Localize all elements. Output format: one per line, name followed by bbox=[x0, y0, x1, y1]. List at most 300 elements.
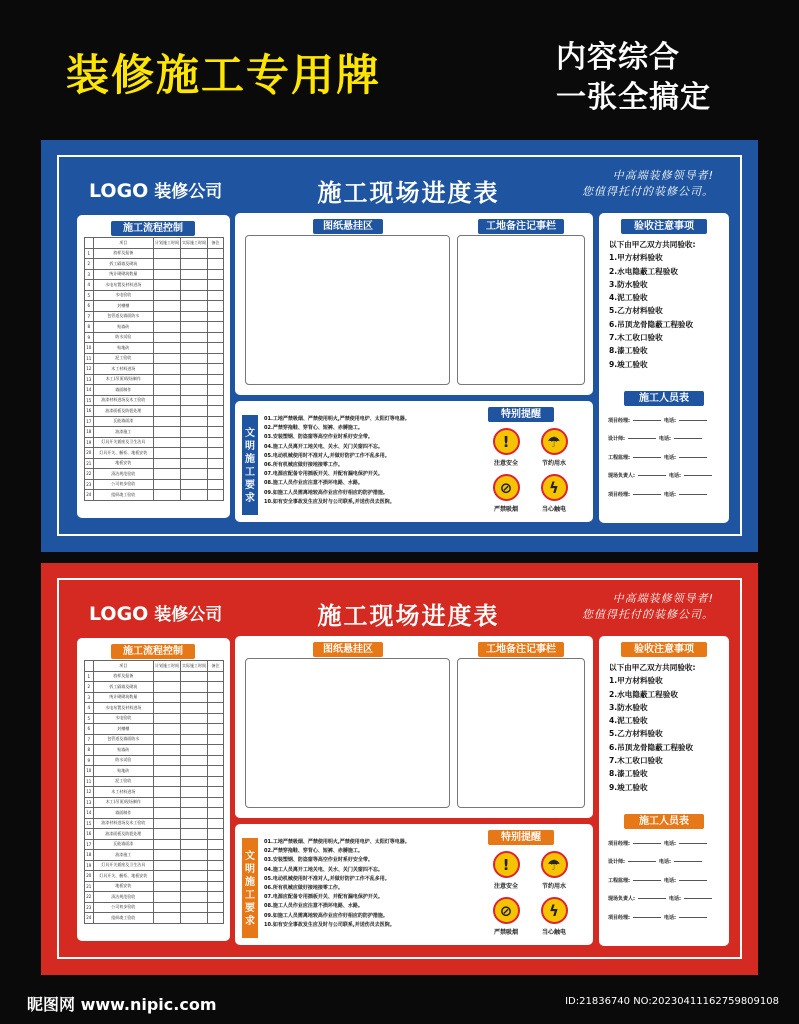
flow-cell bbox=[154, 850, 181, 861]
blank-line bbox=[633, 843, 661, 844]
acceptance-item: 6.吊顶龙骨隐蔽工程验收 bbox=[609, 742, 694, 752]
phone-label: 电话: bbox=[664, 491, 676, 498]
table-row bbox=[85, 406, 224, 417]
table-row bbox=[85, 280, 224, 291]
flow-cell bbox=[208, 469, 224, 480]
rule-item: 05.电动机械使用时不准对人,并做好防护工作不乱多用。 bbox=[264, 875, 390, 882]
table-row bbox=[85, 322, 224, 333]
table-row bbox=[85, 818, 224, 829]
table-row bbox=[85, 797, 224, 808]
flow-step: 放样及报备 bbox=[93, 248, 153, 259]
phone-label: 电话: bbox=[669, 473, 682, 480]
notes-area-title: 工地备注记事栏 bbox=[478, 219, 564, 234]
flow-step: 泥工验收 bbox=[93, 353, 153, 364]
flow-cell bbox=[181, 343, 208, 354]
flow-cell bbox=[181, 353, 208, 364]
flow-cell bbox=[208, 703, 224, 714]
table-row bbox=[85, 469, 224, 480]
flow-cell bbox=[154, 913, 181, 924]
row-number: 23 bbox=[85, 479, 94, 490]
flow-cell bbox=[154, 871, 181, 882]
row-number: 7 bbox=[85, 734, 94, 745]
flow-step: 泥工验收 bbox=[93, 776, 153, 787]
flow-step: 木工材料进场 bbox=[93, 787, 153, 798]
flow-step: 水电验收 bbox=[93, 290, 153, 301]
flow-step: 墙面制作 bbox=[93, 385, 153, 396]
blank-line bbox=[638, 898, 666, 899]
flow-cell bbox=[154, 892, 181, 903]
rule-item: 01.工地严禁吸烟、严禁使用明火,严禁使用电炉、太阳灯等电器。 bbox=[264, 416, 410, 422]
flow-step: 木工(吊顶)现场制作 bbox=[93, 797, 153, 808]
civilized-construction-label: 文明施工要求 bbox=[242, 415, 258, 515]
flow-cell bbox=[208, 311, 224, 322]
staff-role: 现场负责人: bbox=[608, 473, 636, 480]
acceptance-item: 7.木工收口验收 bbox=[609, 333, 663, 343]
blank-line bbox=[684, 898, 712, 899]
flow-cell bbox=[208, 490, 224, 501]
row-number: 17 bbox=[85, 839, 94, 850]
table-row bbox=[85, 745, 224, 756]
flow-cell bbox=[154, 259, 181, 270]
flow-cell bbox=[154, 902, 181, 913]
flow-cell bbox=[208, 713, 224, 724]
flow-step: 防水试验 bbox=[93, 755, 153, 766]
flow-step: 油漆面板及防裂处理 bbox=[93, 406, 153, 417]
flow-cell bbox=[181, 416, 208, 427]
safety-sign bbox=[529, 851, 579, 890]
flow-control-panel bbox=[77, 638, 230, 941]
acceptance-item: 5.乙方材料验收 bbox=[609, 729, 663, 739]
flow-cell bbox=[154, 755, 181, 766]
staff-row bbox=[608, 890, 726, 909]
staff-row bbox=[608, 871, 726, 890]
water-tap-icon: ☂ bbox=[541, 428, 568, 455]
flow-cell bbox=[154, 797, 181, 808]
row-number: 18 bbox=[85, 427, 94, 438]
flow-step: 水电验收 bbox=[93, 713, 153, 724]
row-number: 2 bbox=[85, 259, 94, 270]
flow-cell bbox=[154, 427, 181, 438]
blank-line bbox=[633, 420, 661, 421]
row-number: 21 bbox=[85, 881, 94, 892]
flow-column-header: 项目 bbox=[93, 661, 153, 672]
safety-sign bbox=[529, 897, 579, 936]
exclamation-icon: ! bbox=[493, 428, 520, 455]
flow-cell bbox=[181, 881, 208, 892]
row-number: 20 bbox=[85, 448, 94, 459]
rule-item: 05.电动机械使用时不准对人,并做好防护工作不乱多用。 bbox=[264, 452, 390, 459]
table-row bbox=[85, 892, 224, 903]
row-number: 13 bbox=[85, 374, 94, 385]
flow-step: 油漆材料进场及木工验收 bbox=[93, 395, 153, 406]
rule-item: 02.严禁穿拖鞋、穿背心、短裤、赤膊施工。 bbox=[264, 425, 363, 432]
flow-cell bbox=[181, 797, 208, 808]
staff-role: 设计师: bbox=[608, 436, 625, 443]
flow-cell bbox=[208, 280, 224, 291]
rule-item: 03.安装塑钢、防盗窗等高空作业时系好安全带。 bbox=[264, 434, 373, 441]
flow-cell bbox=[208, 734, 224, 745]
flow-step: 地板安装 bbox=[93, 458, 153, 469]
phone-label: 电话: bbox=[659, 436, 671, 443]
flow-cell bbox=[208, 818, 224, 829]
flow-cell bbox=[208, 787, 224, 798]
flow-step: 瓦能墙面漆 bbox=[93, 416, 153, 427]
flow-step: 油漆材料进场及木工验收 bbox=[93, 818, 153, 829]
table-row bbox=[85, 881, 224, 892]
no-smoking-icon: ⊘ bbox=[493, 474, 520, 501]
flow-col-index bbox=[85, 238, 94, 249]
table-row bbox=[85, 755, 224, 766]
flow-step: 灯具开关插座及卫生洁具 bbox=[93, 437, 153, 448]
flow-cell bbox=[181, 406, 208, 417]
flow-cell bbox=[208, 766, 224, 777]
table-row bbox=[85, 364, 224, 375]
rule-item: 07.电源应配备专用插板开关、并配有漏电保护开关。 bbox=[264, 894, 383, 901]
rule-item: 06.所有机械应做好接地接零工作。 bbox=[264, 462, 343, 469]
safety-sign-label: 注意安全 bbox=[493, 883, 518, 890]
row-number: 15 bbox=[85, 395, 94, 406]
civilized-construction-panel bbox=[235, 401, 593, 522]
blank-line bbox=[679, 494, 707, 495]
notes-area-title: 工地备注记事栏 bbox=[478, 642, 564, 657]
acceptance-item: 7.木工收口验收 bbox=[609, 756, 663, 766]
flow-table bbox=[84, 660, 224, 924]
row-number: 15 bbox=[85, 818, 94, 829]
staff-role: 项目经理: bbox=[608, 914, 630, 921]
blank-line bbox=[679, 420, 707, 421]
flow-cell bbox=[208, 850, 224, 861]
flow-step: 防水试验 bbox=[93, 332, 153, 343]
table-row bbox=[85, 416, 224, 427]
flow-cell bbox=[154, 724, 181, 735]
flow-column-header: 计划施工时间 bbox=[154, 661, 181, 672]
flow-step: 油漆面板及防裂处理 bbox=[93, 829, 153, 840]
flow-cell bbox=[181, 692, 208, 703]
blank-line bbox=[674, 861, 702, 862]
table-row bbox=[85, 692, 224, 703]
flow-cell bbox=[154, 437, 181, 448]
drawing-area-box bbox=[245, 658, 450, 808]
staff-role: 工程监理: bbox=[608, 877, 630, 884]
flow-cell bbox=[154, 364, 181, 375]
table-row bbox=[85, 374, 224, 385]
flow-step: 水电布置及材料进场 bbox=[93, 280, 153, 291]
flow-step: 木工材料进场 bbox=[93, 364, 153, 375]
blank-line bbox=[679, 880, 707, 881]
row-number: 17 bbox=[85, 416, 94, 427]
blank-line bbox=[633, 880, 661, 881]
slogan bbox=[582, 591, 714, 623]
table-row bbox=[85, 829, 224, 840]
flow-cell bbox=[181, 829, 208, 840]
flow-column-header: 实际施工时间 bbox=[181, 661, 208, 672]
acceptance-item: 2.水电隐蔽工程验收 bbox=[609, 266, 678, 276]
flow-cell bbox=[154, 479, 181, 490]
flow-cell bbox=[181, 322, 208, 333]
flow-table bbox=[84, 237, 224, 501]
flow-cell bbox=[154, 301, 181, 312]
blank-line bbox=[679, 457, 707, 458]
staff-row bbox=[608, 448, 726, 467]
blank-line bbox=[633, 917, 661, 918]
acceptance-item: 3.防水验收 bbox=[609, 702, 648, 712]
acceptance-item: 9.竣工验收 bbox=[609, 359, 648, 369]
flow-cell bbox=[154, 776, 181, 787]
flow-cell bbox=[208, 269, 224, 280]
acceptance-panel bbox=[599, 636, 729, 946]
flow-cell bbox=[181, 713, 208, 724]
special-reminder-title: 特别提醒 bbox=[488, 407, 554, 422]
table-row bbox=[85, 787, 224, 798]
acceptance-item: 2.水电隐蔽工程验收 bbox=[609, 689, 678, 699]
flow-cell bbox=[181, 280, 208, 291]
row-number: 24 bbox=[85, 913, 94, 924]
flow-cell bbox=[181, 734, 208, 745]
table-row bbox=[85, 808, 224, 819]
row-number: 24 bbox=[85, 490, 94, 501]
flow-cell bbox=[154, 860, 181, 871]
flow-cell bbox=[208, 248, 224, 259]
row-number: 6 bbox=[85, 724, 94, 735]
flow-cell bbox=[154, 881, 181, 892]
flow-cell bbox=[154, 280, 181, 291]
row-number: 5 bbox=[85, 290, 94, 301]
rule-item: 08.施工人员作业应注意不损坏电路、水路。 bbox=[264, 480, 363, 487]
row-number: 13 bbox=[85, 797, 94, 808]
acceptance-item: 6.吊顶龙骨隐蔽工程验收 bbox=[609, 319, 694, 329]
flow-cell bbox=[181, 839, 208, 850]
rule-item: 10.如有安全事故发生应及时与公司联系,并送伤员去医院。 bbox=[264, 921, 395, 928]
flow-cell bbox=[154, 311, 181, 322]
phone-label: 电话: bbox=[669, 896, 682, 903]
civilized-construction-panel bbox=[235, 824, 593, 945]
flow-step: 统计砌砌筑数量 bbox=[93, 692, 153, 703]
exclamation-icon: ! bbox=[493, 851, 520, 878]
flow-cell bbox=[208, 755, 224, 766]
flow-cell bbox=[181, 448, 208, 459]
flow-cell bbox=[181, 776, 208, 787]
safety-sign bbox=[481, 428, 531, 467]
table-row bbox=[85, 332, 224, 343]
flow-cell bbox=[181, 682, 208, 693]
staff-role: 项目经理: bbox=[608, 491, 630, 498]
row-number: 22 bbox=[85, 892, 94, 903]
flow-cell bbox=[181, 269, 208, 280]
watermark-site: 昵图网 www.nipic.com bbox=[27, 995, 217, 1014]
flow-cell bbox=[208, 290, 224, 301]
slogan-line-2: 您值得托付的装修公司。 bbox=[582, 185, 714, 198]
tagline-line-2: 一张全搞定 bbox=[556, 80, 711, 115]
row-number: 1 bbox=[85, 671, 94, 682]
row-number: 11 bbox=[85, 353, 94, 364]
row-number: 8 bbox=[85, 322, 94, 333]
flow-column-header: 实际施工时间 bbox=[181, 238, 208, 249]
flow-cell bbox=[208, 692, 224, 703]
flow-cell bbox=[154, 406, 181, 417]
flow-step: 灯具开关、橱柜、地板安装 bbox=[93, 448, 153, 459]
signboard-blue bbox=[41, 140, 758, 552]
row-number: 12 bbox=[85, 364, 94, 375]
staff-row bbox=[608, 411, 726, 430]
flow-cell bbox=[181, 385, 208, 396]
flow-cell bbox=[208, 829, 224, 840]
table-row bbox=[85, 871, 224, 882]
flow-cell bbox=[181, 290, 208, 301]
phone-label: 电话: bbox=[664, 417, 676, 424]
flow-cell bbox=[181, 892, 208, 903]
row-number: 4 bbox=[85, 703, 94, 714]
row-number: 11 bbox=[85, 776, 94, 787]
board-title: 施工现场进度表 bbox=[317, 179, 500, 207]
flow-step: 灯具开关、橱柜、地板安装 bbox=[93, 871, 153, 882]
flow-cell bbox=[154, 734, 181, 745]
flow-cell bbox=[181, 724, 208, 735]
board-title: 施工现场进度表 bbox=[317, 602, 500, 630]
rule-item: 06.所有机械应做好接地接零工作。 bbox=[264, 885, 343, 892]
flow-step: 灯具开关插座及卫生洁具 bbox=[93, 860, 153, 871]
flow-step: 墙面制作 bbox=[93, 808, 153, 819]
flow-cell bbox=[181, 902, 208, 913]
flow-cell bbox=[208, 860, 224, 871]
flow-cell bbox=[208, 839, 224, 850]
flow-cell bbox=[181, 671, 208, 682]
flow-cell bbox=[181, 703, 208, 714]
acceptance-item: 8.漆工验收 bbox=[609, 346, 648, 356]
rule-item: 04.施工人员离开工地关电、关水、关门关窗四不忘。 bbox=[264, 866, 383, 873]
flow-cell bbox=[181, 818, 208, 829]
table-row bbox=[85, 860, 224, 871]
row-number: 14 bbox=[85, 385, 94, 396]
flow-cell bbox=[181, 458, 208, 469]
row-number: 8 bbox=[85, 745, 94, 756]
flow-cell bbox=[208, 902, 224, 913]
flow-cell bbox=[154, 829, 181, 840]
flow-step: 水电布置及材料进场 bbox=[93, 703, 153, 714]
special-reminder-title: 特别提醒 bbox=[488, 830, 554, 845]
staff-row bbox=[608, 485, 726, 504]
row-number: 23 bbox=[85, 902, 94, 913]
safety-sign bbox=[481, 851, 531, 890]
flow-cell bbox=[181, 374, 208, 385]
safety-sign-label: 当心触电 bbox=[541, 929, 566, 936]
blank-line bbox=[633, 457, 661, 458]
flow-cell bbox=[208, 871, 224, 882]
flow-cell bbox=[154, 745, 181, 756]
row-number: 14 bbox=[85, 808, 94, 819]
flow-cell bbox=[154, 692, 181, 703]
flow-cell bbox=[208, 437, 224, 448]
staff-row bbox=[608, 467, 726, 486]
acceptance-item: 4.泥工验收 bbox=[609, 293, 648, 303]
flow-cell bbox=[208, 724, 224, 735]
drawing-area-title: 图纸悬挂区 bbox=[313, 219, 383, 234]
flow-step: 清洁规范验收 bbox=[93, 892, 153, 903]
flow-control-title: 施工流程控制 bbox=[111, 644, 195, 659]
flow-cell bbox=[208, 395, 224, 406]
rules-list bbox=[264, 415, 474, 507]
row-number: 10 bbox=[85, 766, 94, 777]
table-row bbox=[85, 448, 224, 459]
flow-cell bbox=[154, 343, 181, 354]
row-number: 4 bbox=[85, 280, 94, 291]
staff-role: 设计师: bbox=[608, 859, 625, 866]
table-row bbox=[85, 248, 224, 259]
drawing-panel bbox=[235, 636, 593, 818]
acceptance-intro: 以下由甲乙双方共同验收: bbox=[609, 663, 696, 672]
table-row bbox=[85, 724, 224, 735]
table-row bbox=[85, 703, 224, 714]
flow-cell bbox=[181, 913, 208, 924]
drawing-area-title: 图纸悬挂区 bbox=[313, 642, 383, 657]
slogan-line-2: 您值得托付的装修公司。 bbox=[582, 608, 714, 621]
rule-item: 04.施工人员离开工地关电、关水、关门关窗四不忘。 bbox=[264, 443, 383, 450]
water-tap-icon: ☂ bbox=[541, 851, 568, 878]
table-row bbox=[85, 259, 224, 270]
row-number: 1 bbox=[85, 248, 94, 259]
safety-sign bbox=[529, 428, 579, 467]
acceptance-item: 9.竣工验收 bbox=[609, 782, 648, 792]
flow-step: 统计砌砌筑数量 bbox=[93, 269, 153, 280]
flow-cell bbox=[181, 787, 208, 798]
safety-sign-label: 严禁吸烟 bbox=[493, 929, 518, 936]
row-number: 12 bbox=[85, 787, 94, 798]
flow-table-header bbox=[85, 238, 224, 249]
flow-cell bbox=[181, 745, 208, 756]
flow-control-title: 施工流程控制 bbox=[111, 221, 195, 236]
flow-cell bbox=[154, 671, 181, 682]
flow-cell bbox=[154, 269, 181, 280]
electric-shock-icon: ϟ bbox=[541, 474, 568, 501]
table-row bbox=[85, 269, 224, 280]
phone-label: 电话: bbox=[664, 914, 676, 921]
blank-line bbox=[674, 438, 702, 439]
blank-line bbox=[633, 494, 661, 495]
acceptance-item: 3.防水验收 bbox=[609, 279, 648, 289]
safety-sign bbox=[529, 474, 579, 513]
flow-step: 贴地砖 bbox=[93, 766, 153, 777]
flow-cell bbox=[181, 301, 208, 312]
flow-control-panel bbox=[77, 215, 230, 518]
flow-cell bbox=[208, 913, 224, 924]
logo-text: LOGO bbox=[89, 180, 149, 202]
safety-sign bbox=[481, 474, 531, 513]
flow-cell bbox=[181, 395, 208, 406]
company-name: 装修公司 bbox=[154, 605, 223, 625]
table-row bbox=[85, 458, 224, 469]
flow-cell bbox=[154, 448, 181, 459]
table-row bbox=[85, 766, 224, 777]
row-number: 16 bbox=[85, 406, 94, 417]
flow-cell bbox=[208, 385, 224, 396]
flow-cell bbox=[154, 322, 181, 333]
table-row bbox=[85, 301, 224, 312]
table-row bbox=[85, 427, 224, 438]
flow-cell bbox=[208, 364, 224, 375]
safety-sign bbox=[481, 897, 531, 936]
row-number: 10 bbox=[85, 343, 94, 354]
row-number: 3 bbox=[85, 692, 94, 703]
rule-item: 03.安装塑钢、防盗窗等高空作业时系好安全带。 bbox=[264, 857, 373, 864]
table-row bbox=[85, 395, 224, 406]
table-row bbox=[85, 713, 224, 724]
flow-cell bbox=[208, 259, 224, 270]
flow-cell bbox=[154, 469, 181, 480]
flow-cell bbox=[208, 374, 224, 385]
row-number: 9 bbox=[85, 755, 94, 766]
rule-item: 02.严禁穿拖鞋、穿背心、短裤、赤膊施工。 bbox=[264, 848, 363, 855]
flow-cell bbox=[208, 682, 224, 693]
acceptance-item: 8.漆工验收 bbox=[609, 769, 648, 779]
